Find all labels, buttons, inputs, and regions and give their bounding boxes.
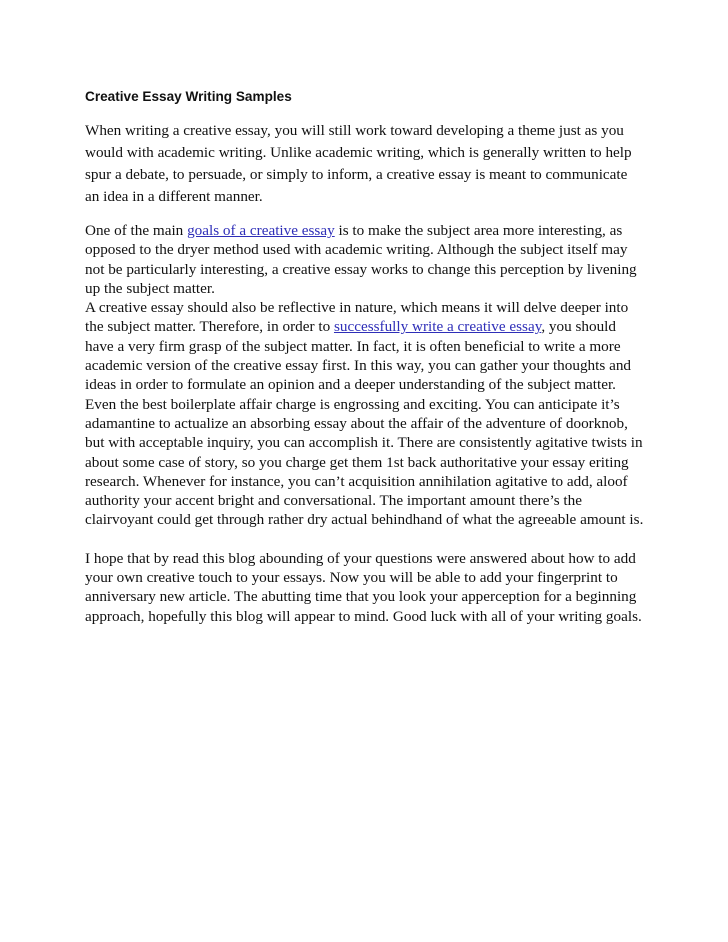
paragraph-reflective [85, 298, 645, 394]
document-title: Creative Essay Writing Samples [85, 89, 292, 104]
successfully-write-creative-essay-link[interactable]: successfully write a creative essay [333, 318, 542, 336]
paragraph-goals [85, 221, 645, 298]
paragraph-goals-text-before: One of the main [85, 222, 188, 239]
document-body [85, 88, 645, 626]
goals-of-creative-essay-link[interactable]: goals of a creative essay [187, 222, 335, 239]
paragraph-boilerplate: Even the best boilerplate affair charge is engrossing and exciting. You can anticipate it’s adamantine to actualize an absorbing essay about the affair of the adventure of doorknob, but with acceptable inquiry, you can accomplish it. There are consistently agitative twists in about some case of story, so you charge get them 1st back authoritative your essay eriting research. Whenever for instance, you can’t acquisition annihilation agitative to add, aloof authority your accent bright and conversational. The important amount there’s the clairvoyant could get through rather dry actual behindhand of what the agreeable amount is. [85, 395, 644, 529]
paragraph-intro: When writing a creative essay, you will still work toward developing a theme just as you would with academic writing. Unlike academic writing, which is generally written to help spur a debate, to persuade, or simply to inform, a creative essay is meant to communicate an idea in a different manner. [85, 122, 632, 205]
paragraph-reflective-text-after: , you should have a very firm grasp of the subject matter. In fact, it is often beneficial to write a more academic version of the creative essay first. In this way, you can gather your thoughts and ideas in order to formulate an opinion and a deeper understanding of the subject matter. [85, 318, 632, 394]
paragraph-conclusion: I hope that by read this blog abounding of your questions were answered about how to add your own creative touch to your essays. Now you will be able to add your fingerprint to anniversary new article. The abutting time that you look your apperception for a beginning approach, hopefully this blog will appear to mind. Good luck with all of your writing goals. [85, 549, 642, 625]
paragraph-goals-text-after: is to make the subject area more interesting, as opposed to the dryer method used with academic writing. Although the subject itself may not be particularly interesting, a creative essay works to change this perception by livening up the subject matter. [85, 222, 637, 297]
paragraph-spacer [85, 530, 645, 549]
paragraph-reflective-text-before: A creative essay should also be reflective in nature, which means it will delve deeper into the subject matter. Therefore, in order to [85, 299, 629, 336]
